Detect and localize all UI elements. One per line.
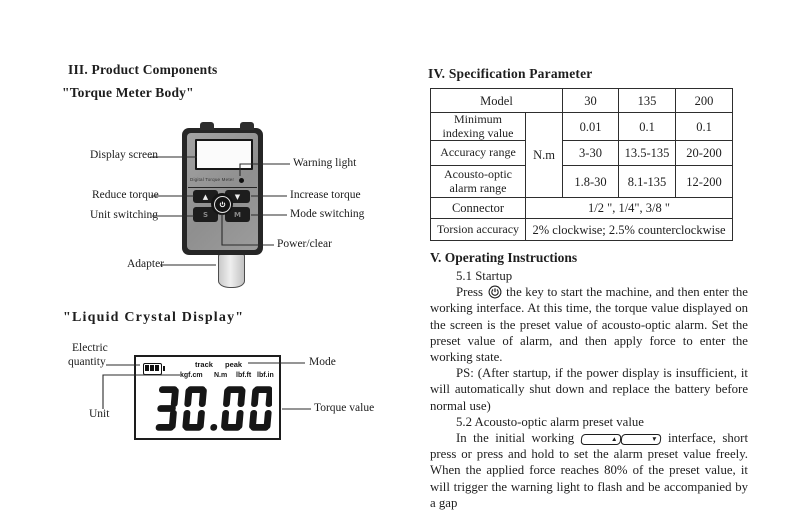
heading-5-2: 5.2 Acousto-optic alarm preset value bbox=[456, 414, 644, 429]
unit-switching-button: S bbox=[193, 207, 218, 222]
cell-value: 0.1 bbox=[619, 113, 676, 141]
battery-icon bbox=[143, 363, 162, 375]
mode-switching-button: M bbox=[225, 207, 250, 222]
adapter-shape bbox=[218, 254, 245, 288]
spec-table bbox=[430, 88, 733, 241]
table-row bbox=[431, 113, 733, 141]
cell-acousto-label: Acousto-optic alarm range bbox=[431, 166, 526, 198]
cell-value: 3-30 bbox=[563, 141, 619, 166]
label-mode: Mode bbox=[309, 356, 336, 368]
cell-min-indexing-label: Minimum indexing value bbox=[431, 113, 526, 141]
table-row bbox=[431, 166, 733, 198]
cell-torsion-label: Torsion accuracy bbox=[431, 219, 526, 241]
cell-value: 0.1 bbox=[676, 113, 733, 141]
cell-value: 0.01 bbox=[563, 113, 619, 141]
cell-value: 8.1-135 bbox=[619, 166, 676, 198]
lcd-unit-lbfft: lbf.ft bbox=[236, 372, 252, 379]
cell-value: 1.8-30 bbox=[563, 166, 619, 198]
down-arrow-key-icon: ▼ bbox=[621, 434, 663, 445]
down-arrow-icon: ▼ bbox=[234, 192, 241, 201]
cell-unit-nm: N.m bbox=[526, 113, 563, 198]
lcd-mode-peak: peak bbox=[225, 360, 243, 369]
device-separator bbox=[188, 187, 257, 188]
label-electric-quantity-2: quantity bbox=[68, 356, 106, 368]
cell-value: 20-200 bbox=[676, 141, 733, 166]
paragraph-ps-note: PS: (After startup, if the power display is insufficient, it will automatically shut down and replace the battery before normal use) bbox=[430, 366, 748, 413]
table-row bbox=[431, 89, 733, 113]
device-top-tab bbox=[240, 122, 254, 130]
lcd-unit-lbfin: lbf.in bbox=[257, 372, 274, 379]
cell-value: 13.5-135 bbox=[619, 141, 676, 166]
subtitle-torque-meter-body: "Torque Meter Body" bbox=[62, 85, 194, 100]
section-title-lcd: "Liquid Crystal Display" bbox=[63, 310, 245, 325]
power-icon bbox=[488, 285, 502, 299]
cell-model-label: Model bbox=[431, 89, 563, 113]
table-row bbox=[431, 198, 733, 219]
cell-value: 12-200 bbox=[676, 166, 733, 198]
lcd-torque-digits bbox=[154, 385, 272, 432]
paragraph-startup: Press the key to start the machine, and then enter the working interface. At this time, the torque value displayed on the screen is the preset value of acousto-optic alarm. Set the preset value of alarm, and then apply force to enter the working state. bbox=[430, 285, 748, 365]
paragraph-alarm-preset: In the initial working ▲ ▼ interface, short press or press and hold to set the alarm preset value freely. When the applied force reaches 80% of the preset value, it will trigger the warning light to flash and be accompanied by a gap bbox=[430, 431, 749, 510]
section-title-instructions: V. Operating Instructions bbox=[430, 250, 578, 265]
label-power-clear: Power/clear bbox=[277, 238, 332, 250]
label-warning-light: Warning light bbox=[293, 157, 357, 169]
lcd-mode-track: track bbox=[195, 360, 213, 369]
label-unit: Unit bbox=[89, 408, 110, 420]
label-reduce-torque: Reduce torque bbox=[92, 189, 159, 201]
label-adapter: Adapter bbox=[127, 258, 165, 270]
cell-model-200: 200 bbox=[676, 89, 733, 113]
lcd-display bbox=[134, 355, 281, 440]
cell-torsion-value: 2% clockwise; 2.5% counterclockwise bbox=[526, 219, 733, 241]
lcd-unit-kgfcm: kgf.cm bbox=[180, 372, 203, 379]
section-title-spec: IV. Specification Parameter bbox=[428, 66, 593, 81]
label-electric-quantity-1: Electric bbox=[72, 342, 108, 354]
device-brand-text: Digital Torque Meter bbox=[190, 177, 235, 182]
heading-5-1: 5.1 Startup bbox=[456, 269, 513, 283]
cell-connector-label: Connector bbox=[431, 198, 526, 219]
lcd-unit-nm: N.m bbox=[214, 372, 228, 379]
table-row bbox=[431, 141, 733, 166]
operating-instructions bbox=[430, 250, 748, 511]
cell-connector-value: 1/2 ", 1/4", 3/8 " bbox=[526, 198, 733, 219]
power-button bbox=[211, 193, 233, 215]
label-torque-value: Torque value bbox=[314, 402, 375, 414]
power-button-ring bbox=[214, 196, 231, 213]
up-arrow-icon: ▲ bbox=[202, 192, 209, 201]
label-increase-torque: Increase torque bbox=[290, 189, 361, 201]
label-mode-switching: Mode switching bbox=[290, 208, 365, 220]
cell-model-135: 135 bbox=[619, 89, 676, 113]
cell-model-30: 30 bbox=[563, 89, 619, 113]
label-display-screen: Display screen bbox=[90, 149, 159, 161]
torque-meter-device bbox=[182, 128, 263, 255]
section-title-product-components: III. Product Components bbox=[68, 62, 218, 77]
device-top-tab bbox=[200, 122, 214, 130]
cell-accuracy-label: Accuracy range bbox=[431, 141, 526, 166]
label-unit-switching: Unit switching bbox=[90, 209, 159, 221]
up-arrow-key-icon: ▲ bbox=[580, 434, 622, 445]
display-screen-shape bbox=[195, 139, 253, 170]
seven-segment-group bbox=[155, 386, 272, 430]
table-row bbox=[431, 219, 733, 241]
warning-light-dot bbox=[239, 178, 244, 183]
